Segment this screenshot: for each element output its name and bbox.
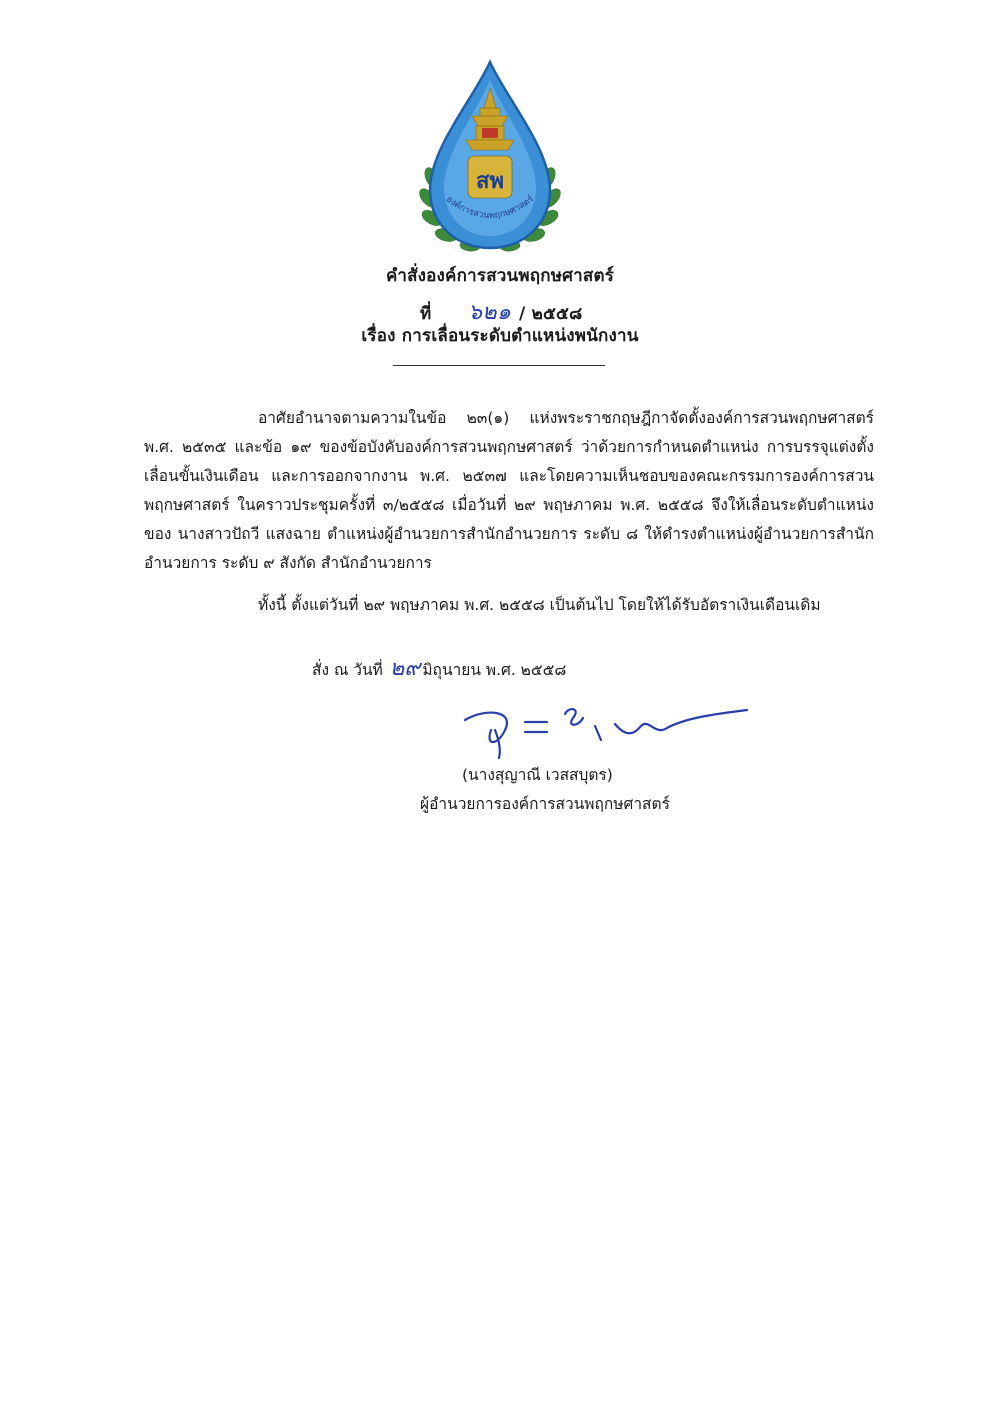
handwritten-order-day: ๒๙ [389, 656, 421, 681]
number-label: ที่ [420, 304, 432, 324]
body-paragraph-1: อาศัยอำนาจตามความในข้อ ๒๓(๑) แห่งพระราชกฤษฎีกาจัดตั้งองค์การสวนพฤกษศาสตร์ พ.ศ. ๒๕๓๕ และข้อ ๑๙ ของข้อบังคับองค์การสวนพฤกษศาสตร์ ว่าด้วยการกำหนดตำแหน่ง การบรรจุแต่งตั้ง เลื่อนขั้นเงินเดือน และการออกจากงาน พ.ศ. ๒๕๓๗ และโดยความเห็นชอบของคณะกรรมการองค์การสวนพฤกษศาสตร์ ในคราวประชุมครั้งที่ ๓/๒๕๕๘ เมื่อวันที่ ๒๙ พฤษภาคม พ.ศ. ๒๕๕๘ จึงให้เลื่อนระดับตำแหน่ง ของ นางสาวปัถวี แสงฉาย ตำแหน่งผู้อำนวยการสำนักอำนวยการ ระดับ ๘ ให้ดำรงตำแหน่งผู้อำนวยการสำนักอำนวยการ ระดับ ๙ สังกัด สำนักอำนวยการ [144, 409, 874, 572]
order-date [312, 650, 566, 685]
body-paragraph-2: ทั้งนี้ ตั้งแต่วันที่ ๒๙ พฤษภาคม พ.ศ. ๒๕๕๘ เป็นต้นไป โดยให้ได้รับอัตราเงินเดือนเดิม [258, 596, 821, 614]
document-title: คำสั่งองค์การสวนพฤกษศาสตร์ [385, 266, 615, 286]
signer-title: ผู้อำนวยการองค์การสวนพฤกษศาสตร์ [420, 795, 670, 813]
handwritten-signature-icon [455, 700, 755, 760]
document-subject: เรื่อง การเลื่อนระดับตำแหน่งพนักงาน [361, 326, 639, 346]
number-year: / ๒๕๕๘ [519, 304, 583, 324]
signer-name: (นางสุญาณี เวสสบุตร) [462, 766, 613, 784]
logo-text: องค์การสวนพฤกษศาสตร์ [443, 194, 537, 222]
order-date-prefix: สั่ง ณ วันที่ [312, 661, 383, 679]
order-date-suffix: มิถุนายน พ.ศ. ๒๕๕๘ [422, 661, 567, 679]
organization-logo-icon [410, 58, 570, 258]
svg-text:สพ: สพ [476, 168, 504, 194]
heading-divider [393, 365, 605, 366]
handwritten-order-number: ๖๒๑ [468, 300, 512, 325]
